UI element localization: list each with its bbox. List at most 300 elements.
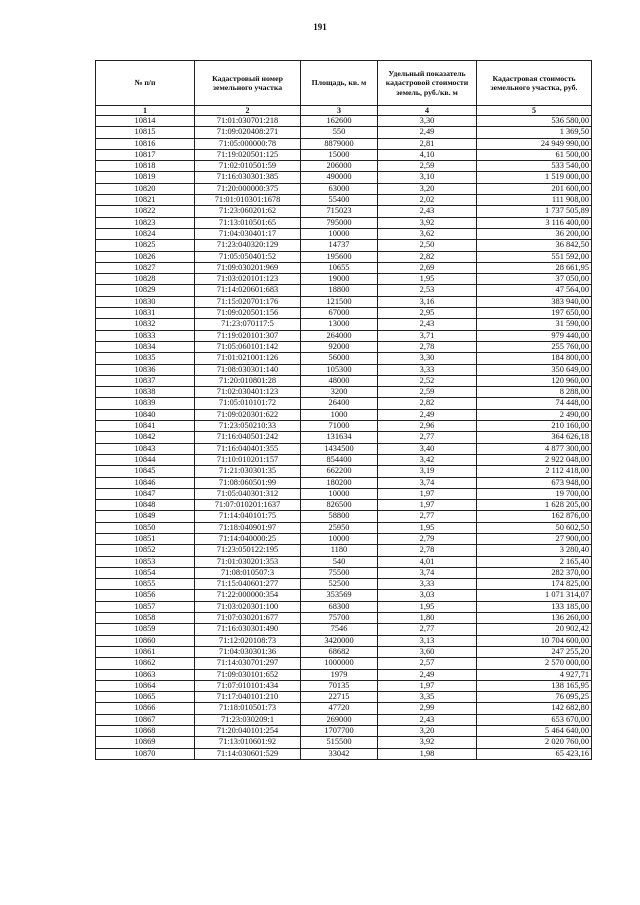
cell-cadastral-number: 71:09:020301:622 [195,409,301,420]
cell-row-number: 10829 [96,285,195,296]
table-row [96,556,592,567]
cell-area: 47720 [301,703,378,714]
cell-row-number: 10841 [96,421,195,432]
cell-area: 264000 [301,330,378,341]
cell-unit-value: 2,52 [378,375,477,386]
cell-cadastral-number: 71:05:060101:142 [195,341,301,352]
cell-row-number: 10850 [96,522,195,533]
cell-cadastral-value: 8 288,00 [477,387,592,398]
cell-unit-value: 2,53 [378,285,477,296]
cell-cadastral-number: 71:15:040601:277 [195,579,301,590]
cell-cadastral-value: 19 700,00 [477,488,592,499]
cell-row-number: 10825 [96,240,195,251]
cell-row-number: 10849 [96,511,195,522]
cell-cadastral-number: 71:13:010601:92 [195,737,301,748]
cell-unit-value: 3,20 [378,726,477,737]
table-row [96,635,592,646]
cell-row-number: 10866 [96,703,195,714]
cell-unit-value: 2,50 [378,240,477,251]
cell-unit-value: 2,49 [378,409,477,420]
cell-area: 67000 [301,308,378,319]
cell-cadastral-number: 71:12:020108:73 [195,635,301,646]
cell-unit-value: 3,42 [378,454,477,465]
cell-cadastral-number: 71:14:040101:75 [195,511,301,522]
cell-area: 68682 [301,646,378,657]
cell-row-number: 10860 [96,635,195,646]
cell-row-number: 10846 [96,477,195,488]
cell-cadastral-number: 71:20:040101:254 [195,726,301,737]
cell-unit-value: 2,82 [378,251,477,262]
table-row [96,274,592,285]
cell-cadastral-value: 133 185,00 [477,601,592,612]
cell-row-number: 10830 [96,296,195,307]
table-row [96,262,592,273]
cell-cadastral-number: 71:22:000000:354 [195,590,301,601]
cell-cadastral-value: 2 165,40 [477,556,592,567]
cell-unit-value: 2,78 [378,341,477,352]
cell-area: 22715 [301,692,378,703]
cell-row-number: 10816 [96,138,195,149]
cell-area: 7546 [301,624,378,635]
cell-area: 826500 [301,500,378,511]
table-row [96,624,592,635]
cell-area: 68300 [301,601,378,612]
column-number-4: 4 [378,106,477,116]
cell-cadastral-value: 3 116 400,00 [477,217,592,228]
cell-unit-value: 3,33 [378,579,477,590]
cell-row-number: 10822 [96,206,195,217]
cell-area: 1707700 [301,726,378,737]
table-row [96,206,592,217]
cell-area: 63000 [301,183,378,194]
table-row [96,646,592,657]
cell-row-number: 10815 [96,127,195,138]
cell-cadastral-number: 71:14:030701:297 [195,658,301,669]
table-row [96,522,592,533]
cell-row-number: 10870 [96,748,195,759]
table-row [96,251,592,262]
table-row [96,545,592,556]
cell-cadastral-number: 71:02:030401:123 [195,387,301,398]
cell-row-number: 10845 [96,466,195,477]
table-row [96,330,592,341]
table-header [96,61,592,116]
cell-unit-value: 3,33 [378,364,477,375]
cell-area: 131634 [301,432,378,443]
cell-cadastral-value: 551 592,00 [477,251,592,262]
table-row [96,500,592,511]
cell-unit-value: 1,97 [378,500,477,511]
cell-unit-value: 2,79 [378,533,477,544]
cell-unit-value: 3,16 [378,296,477,307]
cell-cadastral-value: 2 922 048,00 [477,454,592,465]
table-row [96,127,592,138]
cell-area: 269000 [301,714,378,725]
cell-unit-value: 3,92 [378,737,477,748]
cell-unit-value: 3,92 [378,217,477,228]
cell-unit-value: 3,35 [378,692,477,703]
cell-unit-value: 1,80 [378,613,477,624]
cell-row-number: 10843 [96,443,195,454]
cell-cadastral-value: 1 628 205,00 [477,500,592,511]
cell-unit-value: 4,10 [378,149,477,160]
cell-area: 75500 [301,567,378,578]
cell-area: 52500 [301,579,378,590]
header-cadastral-value: Кадастровая стоимость земельного участка, руб. [477,61,592,106]
cell-cadastral-value: 184 800,00 [477,353,592,364]
cell-cadastral-number: 71:01:010301:1678 [195,195,301,206]
table-row [96,432,592,443]
table-row [96,172,592,183]
table-row [96,409,592,420]
cell-cadastral-value: 247 255,20 [477,646,592,657]
cell-area: 71000 [301,421,378,432]
cell-cadastral-value: 4 927,71 [477,669,592,680]
cell-area: 662200 [301,466,378,477]
cell-unit-value: 3,03 [378,590,477,601]
cell-area: 795000 [301,217,378,228]
cell-row-number: 10862 [96,658,195,669]
cell-area: 121500 [301,296,378,307]
cell-unit-value: 2,99 [378,703,477,714]
table-row [96,567,592,578]
cell-unit-value: 4,01 [378,556,477,567]
cell-row-number: 10851 [96,533,195,544]
cell-unit-value: 3,71 [378,330,477,341]
table-row [96,149,592,160]
cell-unit-value: 2,49 [378,127,477,138]
cell-cadastral-number: 71:02:010501:59 [195,161,301,172]
table-row [96,353,592,364]
cell-area: 1979 [301,669,378,680]
cell-cadastral-number: 71:15:020701:176 [195,296,301,307]
cell-cadastral-number: 71:14:040000:25 [195,533,301,544]
cell-cadastral-value: 533 540,00 [477,161,592,172]
table-row [96,217,592,228]
cell-unit-value: 1,98 [378,748,477,759]
cell-area: 206000 [301,161,378,172]
cell-cadastral-number: 71:16:040501:242 [195,432,301,443]
cell-cadastral-number: 71:09:030201:969 [195,262,301,273]
cell-area: 55400 [301,195,378,206]
cell-row-number: 10864 [96,680,195,691]
cell-cadastral-value: 136 260,00 [477,613,592,624]
cadastre-table [95,60,592,760]
cell-row-number: 10859 [96,624,195,635]
cell-cadastral-number: 71:23:060201:62 [195,206,301,217]
cell-row-number: 10826 [96,251,195,262]
cell-cadastral-number: 71:23:070117:5 [195,319,301,330]
table-row [96,364,592,375]
cell-cadastral-value: 1 519 000,00 [477,172,592,183]
cell-unit-value: 3,40 [378,443,477,454]
cell-area: 18800 [301,285,378,296]
cell-area: 3420000 [301,635,378,646]
table-row [96,183,592,194]
cell-area: 10000 [301,533,378,544]
cell-cadastral-value: 979 440,00 [477,330,592,341]
cell-area: 58800 [301,511,378,522]
cell-cadastral-number: 71:23:030209:1 [195,714,301,725]
cell-cadastral-value: 74 448,00 [477,398,592,409]
cell-cadastral-value: 31 590,00 [477,319,592,330]
cell-row-number: 10827 [96,262,195,273]
cell-cadastral-number: 71:09:030101:652 [195,669,301,680]
cell-row-number: 10867 [96,714,195,725]
column-number-1: 1 [96,106,195,116]
cell-cadastral-value: 162 876,00 [477,511,592,522]
cell-area: 550 [301,127,378,138]
column-number-5: 5 [477,106,592,116]
cell-unit-value: 2,77 [378,511,477,522]
cell-cadastral-value: 2 112 418,00 [477,466,592,477]
cell-cadastral-value: 3 280,40 [477,545,592,556]
cell-cadastral-value: 536 580,00 [477,116,592,127]
cell-area: 105300 [301,364,378,375]
cell-area: 515500 [301,737,378,748]
table-row [96,658,592,669]
cell-row-number: 10837 [96,375,195,386]
cell-row-number: 10853 [96,556,195,567]
column-number-2: 2 [195,106,301,116]
cell-row-number: 10817 [96,149,195,160]
cell-unit-value: 3,20 [378,183,477,194]
cell-cadastral-value: 2 020 760,00 [477,737,592,748]
cell-unit-value: 2,77 [378,624,477,635]
cell-area: 15000 [301,149,378,160]
cell-unit-value: 2,43 [378,714,477,725]
table-row [96,443,592,454]
cell-area: 195600 [301,251,378,262]
table-row [96,421,592,432]
header-area: Площадь, кв. м [301,61,378,106]
table-row [96,533,592,544]
table-row [96,466,592,477]
cell-area: 490000 [301,172,378,183]
table-row [96,285,592,296]
cell-unit-value: 3,62 [378,228,477,239]
cell-area: 180200 [301,477,378,488]
cell-area: 715023 [301,206,378,217]
cell-row-number: 10831 [96,308,195,319]
cell-row-number: 10869 [96,737,195,748]
cell-cadastral-number: 71:13:010501:65 [195,217,301,228]
column-number-3: 3 [301,106,378,116]
cell-row-number: 10818 [96,161,195,172]
table-row [96,308,592,319]
cell-row-number: 10838 [96,387,195,398]
cell-area: 48000 [301,375,378,386]
cell-cadastral-value: 37 050,00 [477,274,592,285]
table-row [96,726,592,737]
cell-cadastral-number: 71:10:010201:157 [195,454,301,465]
cell-cadastral-number: 71:18:010501:73 [195,703,301,714]
cell-area: 14737 [301,240,378,251]
table-row [96,601,592,612]
cell-unit-value: 1,97 [378,680,477,691]
cell-unit-value: 2,43 [378,206,477,217]
cell-area: 70135 [301,680,378,691]
cell-row-number: 10836 [96,364,195,375]
cell-cadastral-value: 201 600,00 [477,183,592,194]
cell-cadastral-value: 50 602,50 [477,522,592,533]
cell-cadastral-number: 71:19:020501:125 [195,149,301,160]
cell-cadastral-number: 71:03:020301:100 [195,601,301,612]
cell-area: 1434500 [301,443,378,454]
cell-unit-value: 2,81 [378,138,477,149]
cell-cadastral-value: 27 900,00 [477,533,592,544]
page-number: 191 [313,22,327,32]
cell-unit-value: 3,30 [378,353,477,364]
cell-area: 8879000 [301,138,378,149]
cell-area: 540 [301,556,378,567]
cell-cadastral-number: 71:14:020601:683 [195,285,301,296]
cell-cadastral-number: 71:23:050122:195 [195,545,301,556]
cell-unit-value: 3,10 [378,172,477,183]
header-unit-value: Удельный показатель кадастровой стоимости земель, руб./кв. м [378,61,477,106]
cell-cadastral-value: 61 500,00 [477,149,592,160]
cell-unit-value: 2,43 [378,319,477,330]
cell-cadastral-number: 71:23:050210:33 [195,421,301,432]
cell-cadastral-number: 71:07:010201:1637 [195,500,301,511]
cell-row-number: 10819 [96,172,195,183]
cell-area: 26400 [301,398,378,409]
cell-row-number: 10814 [96,116,195,127]
cell-unit-value: 3,30 [378,116,477,127]
cell-cadastral-value: 2 490,00 [477,409,592,420]
cell-unit-value: 3,19 [378,466,477,477]
table-row [96,488,592,499]
cell-cadastral-value: 76 095,25 [477,692,592,703]
cell-unit-value: 2,78 [378,545,477,556]
table-row [96,579,592,590]
cell-unit-value: 1,95 [378,274,477,285]
cell-area: 1000 [301,409,378,420]
cell-area: 19000 [301,274,378,285]
cell-cadastral-value: 20 902,42 [477,624,592,635]
table-row [96,703,592,714]
cell-area: 33042 [301,748,378,759]
cell-cadastral-value: 47 564,00 [477,285,592,296]
cell-cadastral-value: 673 948,00 [477,477,592,488]
table-row [96,375,592,386]
cell-cadastral-number: 71:21:030301:35 [195,466,301,477]
cell-unit-value: 3,13 [378,635,477,646]
cell-cadastral-number: 71:01:021001:126 [195,353,301,364]
cell-cadastral-value: 282 370,00 [477,567,592,578]
cell-row-number: 10839 [96,398,195,409]
table-row [96,296,592,307]
cell-cadastral-value: 1 071 314,07 [477,590,592,601]
cell-cadastral-number: 71:07:030201:677 [195,613,301,624]
cell-cadastral-value: 383 940,00 [477,296,592,307]
cell-row-number: 10824 [96,228,195,239]
cell-cadastral-number: 71:16:030301:385 [195,172,301,183]
table-row [96,195,592,206]
cell-area: 92000 [301,341,378,352]
cell-row-number: 10834 [96,341,195,352]
cell-cadastral-value: 138 165,95 [477,680,592,691]
cell-cadastral-value: 24 949 990,00 [477,138,592,149]
cell-unit-value: 1,95 [378,601,477,612]
cell-area: 353569 [301,590,378,601]
cell-row-number: 10856 [96,590,195,601]
cell-unit-value: 3,74 [378,477,477,488]
cell-cadastral-number: 71:18:040901:97 [195,522,301,533]
cell-cadastral-value: 1 369,50 [477,127,592,138]
cell-row-number: 10868 [96,726,195,737]
cell-cadastral-number: 71:08:010507:3 [195,567,301,578]
cell-area: 162600 [301,116,378,127]
cell-cadastral-number: 71:14:030601:529 [195,748,301,759]
table-row [96,680,592,691]
cell-cadastral-number: 71:20:010801:28 [195,375,301,386]
cell-cadastral-number: 71:05:010101:72 [195,398,301,409]
cell-area: 13000 [301,319,378,330]
cell-unit-value: 2,49 [378,669,477,680]
cell-unit-value: 2,95 [378,308,477,319]
table-row [96,228,592,239]
cell-row-number: 10858 [96,613,195,624]
cell-cadastral-number: 71:05:050401:52 [195,251,301,262]
cell-cadastral-number: 71:01:030201:353 [195,556,301,567]
cell-cadastral-number: 71:20:000000:375 [195,183,301,194]
table-body [96,116,592,760]
cell-cadastral-value: 28 661,95 [477,262,592,273]
cell-cadastral-value: 4 877 300,00 [477,443,592,454]
cell-area: 1180 [301,545,378,556]
cell-row-number: 10844 [96,454,195,465]
table-row [96,511,592,522]
cell-cadastral-number: 71:03:020101:123 [195,274,301,285]
cell-unit-value: 3,74 [378,567,477,578]
table-row [96,714,592,725]
cell-cadastral-number: 71:09:020408:271 [195,127,301,138]
cell-cadastral-value: 2 570 000,00 [477,658,592,669]
table-row [96,138,592,149]
table-row [96,387,592,398]
cell-unit-value: 1,95 [378,522,477,533]
header-row-number: № п/п [96,61,195,106]
cell-area: 56000 [301,353,378,364]
table-row [96,692,592,703]
cell-area: 854400 [301,454,378,465]
cell-row-number: 10820 [96,183,195,194]
cell-cadastral-value: 142 682,80 [477,703,592,714]
cell-unit-value: 2,57 [378,658,477,669]
table-row [96,669,592,680]
cell-unit-value: 2,77 [378,432,477,443]
cell-cadastral-number: 71:04:030301:36 [195,646,301,657]
cell-cadastral-number: 71:16:040401:355 [195,443,301,454]
cell-area: 10000 [301,228,378,239]
cell-area: 10655 [301,262,378,273]
cell-unit-value: 2,59 [378,387,477,398]
cell-row-number: 10823 [96,217,195,228]
cell-cadastral-number: 71:17:040101:210 [195,692,301,703]
cell-cadastral-value: 36 842,50 [477,240,592,251]
cell-row-number: 10832 [96,319,195,330]
cell-cadastral-number: 71:07:010101:434 [195,680,301,691]
cell-cadastral-number: 71:08:030301:140 [195,364,301,375]
cell-cadastral-value: 653 670,00 [477,714,592,725]
cell-row-number: 10848 [96,500,195,511]
cell-row-number: 10835 [96,353,195,364]
table-row [96,748,592,759]
cell-row-number: 10863 [96,669,195,680]
cell-cadastral-number: 71:04:030401:17 [195,228,301,239]
table-row [96,116,592,127]
